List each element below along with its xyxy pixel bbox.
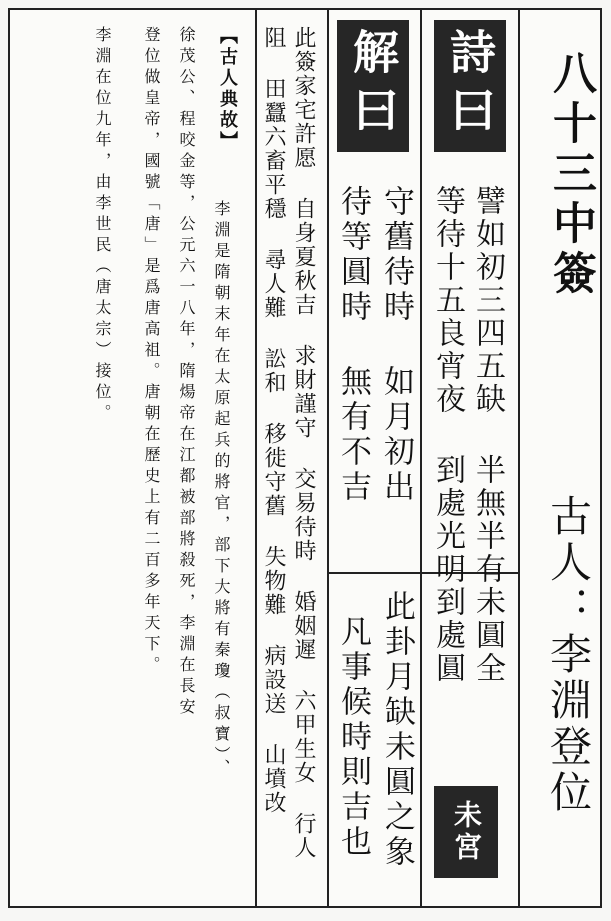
divider-poem — [420, 8, 422, 908]
divider-interpretation — [327, 8, 329, 908]
interpretation-line-2: 待等圓時 無有不吉 — [335, 185, 371, 505]
details-line-2: 阻 田蠶六畜平穩 尋人難 訟和 移徙守舊 失物難 病設送 山墳改 — [261, 26, 286, 815]
divider-details — [255, 8, 257, 908]
slip-title: 八十三中簽 — [545, 50, 596, 300]
details-line-1: 此簽家宅許愿 自身夏秋吉 求財謹守 交易待時 婚姻遲 六甲生女 行人 — [291, 26, 316, 860]
gua-line-2: 凡事候時則吉也 — [335, 615, 371, 860]
story-line-3: 登位做皇帝，國號「唐」是爲唐高祖。唐朝在歷史上有二百多年天下。 — [142, 26, 161, 677]
poem-label: 詩曰 — [434, 20, 506, 152]
interpretation-line-1: 守舊待時 如月初出 — [378, 185, 414, 505]
story-line-4: 李淵在位九年，由李世民（唐太宗）接位。 — [93, 26, 112, 425]
gua-line-1: 此卦月缺未圓之象 — [379, 590, 415, 870]
interpretation-label: 解曰 — [337, 20, 409, 152]
story-line-2: 徐茂公、程咬金等，公元六一八年，隋煬帝在江都被部將殺死，李淵在長安 — [177, 26, 196, 719]
story-person: 古人：李淵登位 — [544, 494, 593, 816]
poem-line-1: 譬如初三四五缺 半無半有未圓全 — [470, 185, 505, 685]
palace-badge: 未宮 — [434, 786, 498, 878]
poem-line-2: 等待十五良宵夜 到處光明到處圓 — [430, 185, 465, 685]
divider-title — [518, 8, 520, 908]
story-line-1: 李淵是隋朝末年在太原起兵的將官，部下大將有秦瓊（叔寶）、 — [212, 200, 231, 780]
story-label: 【古人典故】 — [217, 26, 238, 152]
